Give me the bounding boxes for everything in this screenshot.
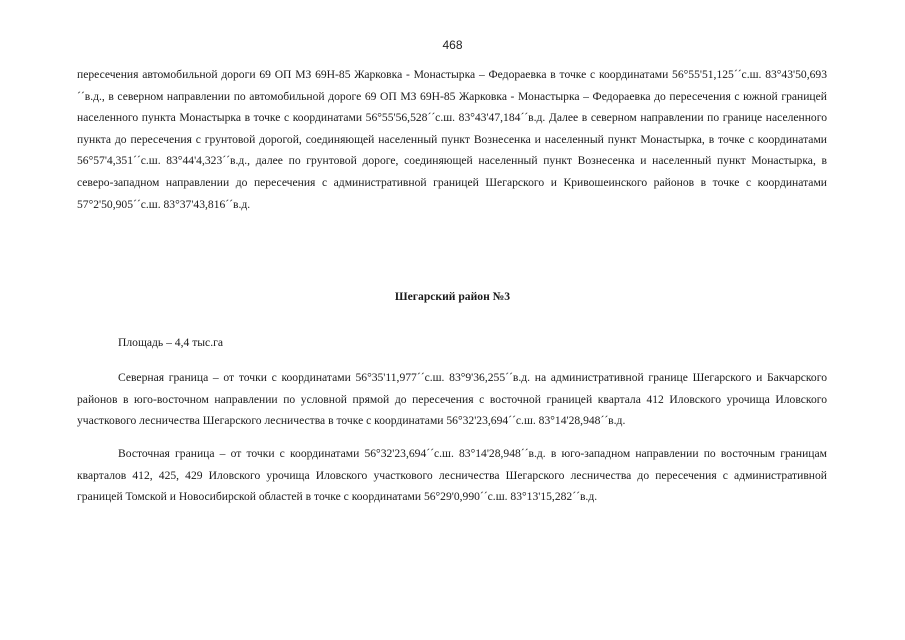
section-title: Шегарский район №3 <box>394 290 511 303</box>
paragraph-intro: пересечения автомобильной дороги 69 ОП МЗ 69Н-85 Жарковка - Монастырка – Федораевка в точке с координатами 56°55'51,125´´с.ш. 83°43'50,693´´в.д., в северном направлении по автомобильной дороге 69 ОП МЗ 69Н-85 Жарковка - Монастырка – Федораевка до пересечения с южной границей населенного пункта Монастырка в точке с координатами 56°55'56,528´´с.ш. 83°43'47,184´´в.д. Далее в северном направлении по границе населенного пункта до пересечения с грунтовой дорогой, соединяющей населенный пункт Вознесенка и населенный пункт Монастырка, в точке с координатами 56°57'4,351´´с.ш. 83°44'4,323´´в.д., далее по грунтовой дороге, соединяющей населенный пункт Вознесенка и населенный пункт Монастырка, в северо-западном направлении до пересечения с административной границей Шегарского и Кривошеинского районов в точке с координатами 57°2'50,905´´с.ш. 83°37'43,816´´в.д. <box>77 68 827 211</box>
paragraph-east-border: Восточная граница – от точки с координатами 56°32'23,694´´с.ш. 83°14'28,948´´в.д. в юго-западном направлении по восточным границам кварталов 412, 425, 429 Иловского урочища Иловского участкового лесничества Шегарского лесничества до пересечения с административной границей Томской и Новосибирской областей в точке с координатами 56°29'0,990´´с.ш. 83°13'15,282´´в.д. <box>77 447 827 504</box>
page-number: 468 <box>442 38 463 52</box>
paragraph-north-border: Северная граница – от точки с координатами 56°35'11,977´´с.ш. 83°9'36,255´´в.д. на административной границе Шегарского и Бакчарского районов в юго-восточном направлении по условной прямой до пересечения с восточной границей квартала 412 Иловского урочища Иловского участкового лесничества Шегарского лесничества в точке с координатами 56°32'23,694´´с.ш. 83°14'28,948´´в.д. <box>77 371 827 428</box>
area-line: Площадь – 4,4 тыс.га <box>118 336 224 349</box>
